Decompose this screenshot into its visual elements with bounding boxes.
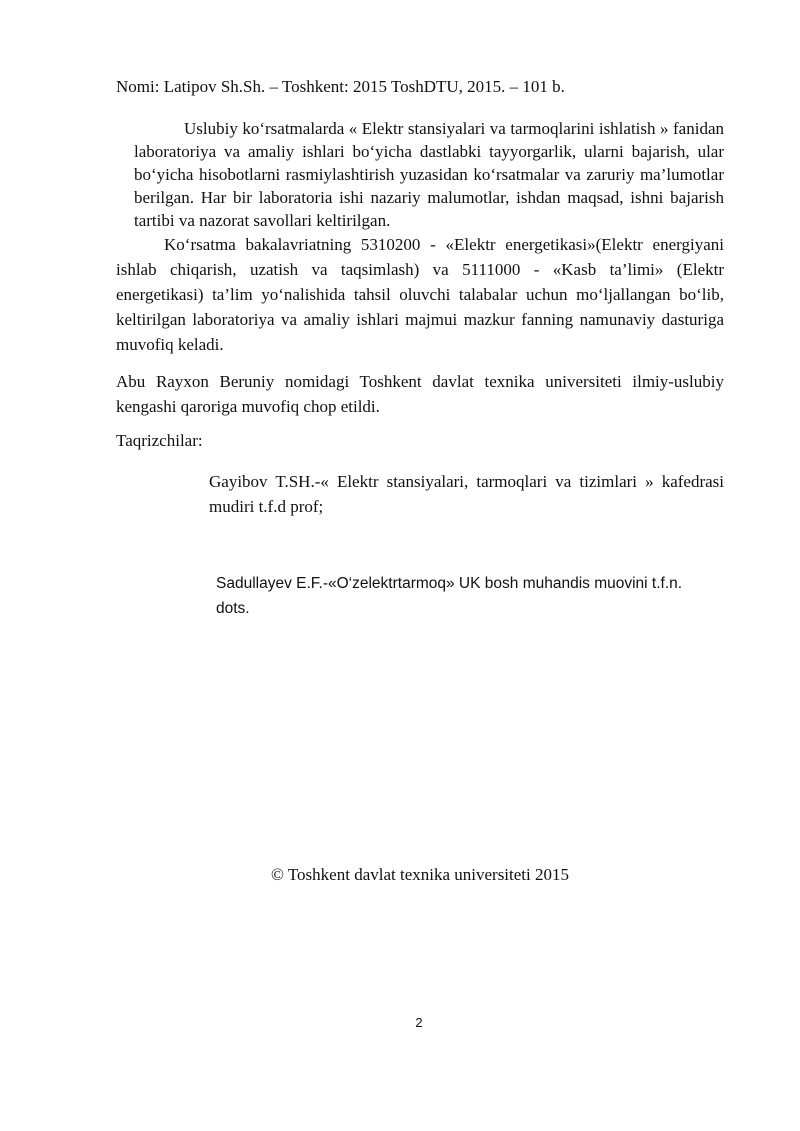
reviewers-heading: Taqrizchilar: — [116, 431, 203, 450]
approval-paragraph: Abu Rayxon Beruniy nomidagi Toshkent davlat texnika universiteti ilmiy-uslubiy kengashi qaroriga muvofiq chop etildi. — [116, 372, 724, 416]
reviewer-entry: Sadullayev E.F.-«O‘zelektrtarmoq» UK bosh muhandis muovini t.f.n. dots. — [216, 575, 683, 617]
annotation-paragraph: Uslubiy ko‘rsatmalarda « Elektr stansiyalari va tarmoqlarini ishlatish » fanidan laboratoriya va amaliy ishlari bo‘yicha dastlabki tayyorgarlik, ularni bajarish, ular bo‘yicha hisobotlarni rasmiylashtirish yuzasidan ko‘rsatmalar va zaruriy ma’lumotlar berilgan. Har bir laboratoria ishi nazariy malumotlar, ishdan maqsad, ishni bajarish tartibi va nazorat savollari keltirilgan. — [134, 119, 724, 230]
page-number: 2 — [415, 1015, 423, 1030]
reviewer-entry: Gayibov T.SH.-« Elektr stansiyalari, tarmoqlari va tizimlari » kafedrasi mudiri t.f.d prof; — [209, 472, 724, 516]
imprint-line: Nomi: Latipov Sh.Sh. – Toshkent: 2015 ToshDTU, 2015. – 101 b. — [116, 77, 565, 96]
purpose-paragraph: Ko‘rsatma bakalavriatning 5310200 - «Elektr energetikasi»(Elektr energiyani ishlab chiqarish, uzatish va taqsimlash) va 5111000 - «Kasb ta’limi» (Elektr energetikasi) ta’lim yo‘nalishida tahsil oluvchi talabalar uchun mo‘ljallangan bo‘lib, keltirilgan laboratoriya va amaliy ishlari majmui mazkur fanning namunaviy dasturiga muvofiq keladi. — [116, 235, 724, 354]
copyright-line: © Toshkent davlat texnika universiteti 2015 — [271, 865, 569, 884]
